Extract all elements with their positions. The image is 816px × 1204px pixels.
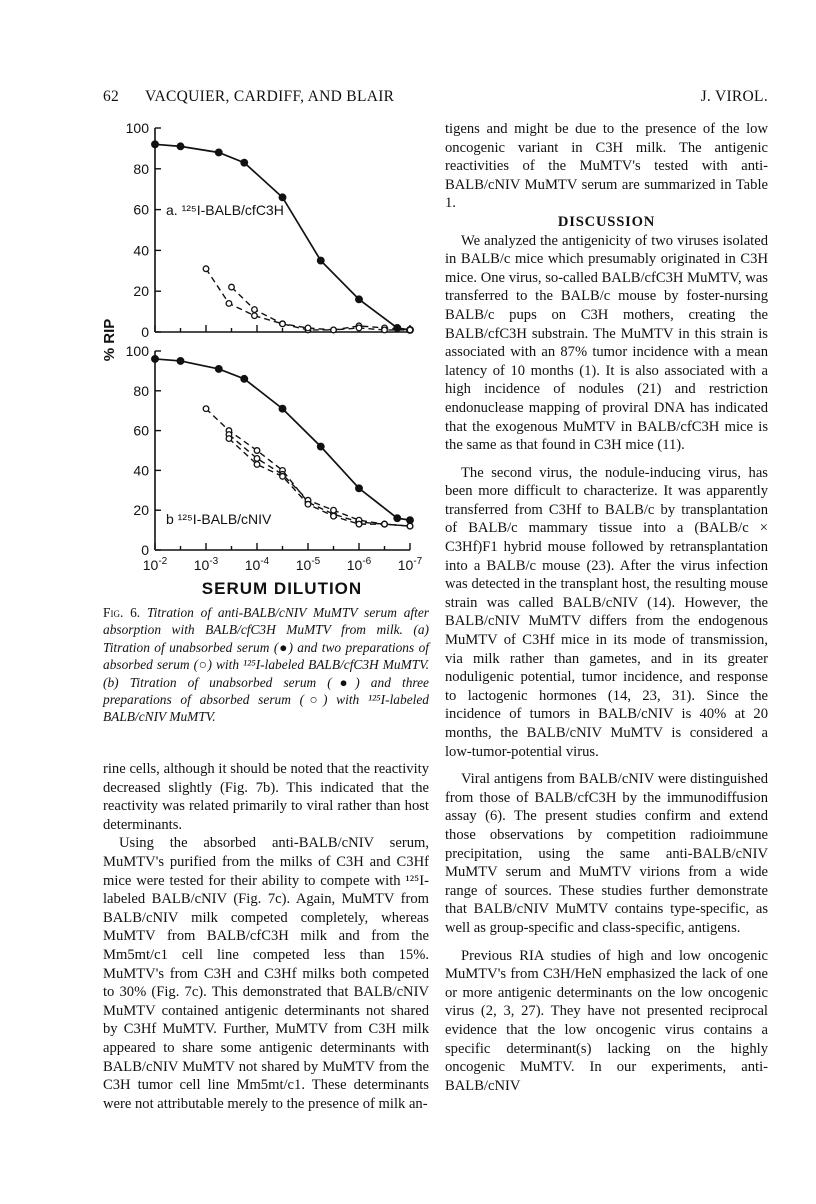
panel-label: a. ¹²⁵I-BALB/cfC3H	[166, 202, 284, 218]
data-point-open	[407, 327, 413, 333]
paragraph: Using the absorbed anti-BALB/cNIV serum, MuMTV's purified from the milks of C3H and C3Hf mice were tested for their ability to compete with ¹²⁵I-labeled BALB/cNIV (Fig. 7c). Again, MuMTV from BALB/cNIV milk competed completely, whereas MuMTV from BALB/cfC3H milk and from the Mm5mt/c1 cell line competed less than 15%. MuMTV's from C3H and C3Hf milks both competed to 30% (Fig. 7c). This demonstrated that BALB/cNIV MuMTV contained antigenic determinants not shared by C3Hf MuMTV. Further, MuMTV from C3H milk appeared to share some antigenic determinants with BALB/cNIV MuMTV not shared by MuMTV from the C3H tumor cell line Mm5mt/c1. These determinants were not attributable merely to the presence of milk an-	[103, 835, 429, 1112]
data-point-open	[203, 406, 209, 412]
data-point-filled	[177, 143, 184, 150]
page-number: 62	[103, 88, 120, 105]
figure-6	[100, 114, 430, 604]
data-point-open	[280, 321, 286, 327]
running-header	[103, 88, 768, 110]
data-point-open	[226, 301, 232, 307]
paragraph: We analyzed the antigenicity of two viruses isolated in BALB/c mice which presumably originated in C3H mice. One virus, so-called BALB/cfC3H MuMTV, was transferred to the BALB/c mouse by foster-nursing BALB/c pups on C3H mothers, creating the BALB/cfC3H substrain. The MuMTV in this strain is associated with an 87% tumor incidence with a mean latency of 10 months (1). It is also associated with a high incidence of nodules (21) and restriction endonuclease mapping of proviral DNA has indicated that the exogenous MuMTV in BALB/cfC3H mice is the same as that found in C3H mice (11).	[445, 232, 768, 454]
data-point-open	[331, 327, 337, 333]
data-point-filled	[317, 443, 324, 450]
paragraph: Previous RIA studies of high and low oncogenic MuMTV's from C3H/HeN emphasized the lack of one or more antigenic determinants on the low oncogenic virus (2, 3, 27). They have not presented reciprocal evidence that the low oncogenic virus contains a specific determinant(s) lacking on the highly oncogenic MuMTV. In our experiments, anti-BALB/cNIV	[445, 947, 768, 1094]
y-tick-label: 0	[141, 542, 149, 558]
data-point-open	[252, 313, 258, 319]
paragraph: tigens and might be due to the presence of the low oncogenic variant in C3H milk. The antigenic reactivities of the MuMTV's tested with anti-BALB/cNIV MuMTV serum are summarized in Table 1.	[445, 121, 768, 212]
y-tick-label: 40	[133, 462, 149, 479]
data-point-filled	[215, 149, 222, 156]
data-point-open	[331, 507, 337, 513]
data-point-filled	[279, 194, 286, 201]
y-tick-label: 100	[125, 120, 149, 136]
y-tick-label: 60	[133, 422, 149, 439]
y-tick-label: 0	[141, 324, 149, 340]
x-tick-label: $10^{-3}$	[193, 556, 219, 573]
data-point-open	[252, 307, 258, 313]
panel-label: b ¹²⁵I-BALB/cNIV	[166, 511, 272, 527]
data-point-open	[331, 513, 337, 519]
figure-caption	[103, 604, 429, 726]
journal-name: J. VIROL.	[700, 88, 768, 105]
data-point-open	[356, 325, 362, 331]
y-tick-label: 80	[133, 160, 149, 177]
data-point-filled	[215, 366, 222, 373]
data-point-filled	[152, 356, 159, 363]
data-point-filled	[407, 517, 414, 524]
y-tick-label: 20	[133, 502, 149, 519]
data-point-open	[407, 523, 413, 529]
absorbed-serum-line	[206, 409, 410, 526]
right-column	[445, 120, 768, 1095]
data-point-open	[382, 327, 388, 333]
y-tick-label: 40	[133, 242, 149, 259]
data-point-filled	[177, 358, 184, 365]
data-point-open	[280, 474, 286, 480]
data-point-open	[254, 462, 260, 468]
data-point-filled	[279, 405, 286, 412]
data-point-filled	[241, 376, 248, 383]
data-point-open	[305, 325, 311, 331]
unabsorbed-serum-line	[155, 359, 410, 520]
data-point-filled	[241, 159, 248, 166]
data-point-open	[226, 436, 232, 442]
data-point-filled	[356, 296, 363, 303]
y-axis-label: % RIP	[101, 318, 118, 362]
data-point-open	[203, 266, 209, 272]
left-column	[103, 760, 429, 1113]
paragraph: Viral antigens from BALB/cNIV were distinguished from those of BALB/cfC3H by the immunodiffusion assay (6). The present studies confirm and extend those observations by competition radioimmune precipitation, using the same anti-BALB/cNIV MuMTV serum and MuMTV virions from a wide range of sources. These studies further demonstrate that BALB/cNIV MuMTV contains type-specific, as well as group-specific and class-specific, antigens.	[445, 771, 768, 936]
data-point-filled	[356, 485, 363, 492]
y-tick-label: 60	[133, 201, 149, 218]
x-tick-label: $10^{-4}$	[244, 556, 270, 573]
data-point-open	[305, 501, 311, 507]
x-tick-label: $10^{-5}$	[295, 556, 321, 573]
absorbed-serum-line	[232, 287, 411, 330]
y-tick-label: 100	[125, 343, 149, 359]
data-point-open	[254, 456, 260, 462]
unabsorbed-serum-line	[155, 144, 410, 330]
data-point-filled	[152, 141, 159, 148]
x-tick-label: $10^{-6}$	[346, 556, 372, 573]
data-point-open	[356, 521, 362, 527]
y-tick-label: 20	[133, 283, 149, 300]
running-authors: VACQUIER, CARDIFF, AND BLAIR	[145, 88, 395, 105]
caption-label: Fig. 6.	[103, 605, 141, 620]
data-point-open	[229, 284, 235, 290]
absorbed-serum-line	[206, 269, 410, 330]
y-tick-label: 80	[133, 382, 149, 399]
x-tick-label: $10^{-2}$	[142, 556, 168, 573]
paragraph: The second virus, the nodule-inducing virus, has been more difficult to characterize. It was apparently transferred from C3Hf to BALB/c by transplantation of BALB/c mammary tissue into a (BALB/c × C3Hf)F1 hybrid mouse followed by retransplantation into a BALB/c mouse (23). After the virus infection was detected in the transplant host, the resulting mouse strain was called BALB/cNIV (14). However, the BALB/cNIV MuMTV differs from the endogenous MuMTV of C3Hf mice in its mode of transmission, via milk rather than gametes, and in its greater noduligenic potential, tumor incidence, and response to lactogenic hormones (14, 23, 31). Since the incidence of tumors in BALB/cNIV is 40% at 20 months, the BALB/cNIV MuMTV is considered a low-tumor-potential virus.	[445, 464, 768, 760]
data-point-open	[382, 521, 388, 527]
data-point-filled	[317, 257, 324, 264]
section-heading: DISCUSSION	[557, 213, 656, 230]
titration-chart	[100, 114, 430, 604]
paragraph: rine cells, although it should be noted that the reactivity decreased slightly (Fig. 7b). This indicated that the reactivity was related primarily to viral rather than host determinants.	[103, 761, 429, 833]
data-point-filled	[394, 515, 401, 522]
x-axis-label: SERUM DILUTION	[201, 579, 363, 598]
x-tick-label: $10^{-7}$	[397, 556, 423, 573]
caption-text: Titration of anti-BALB/cNIV MuMTV serum after absorption with BALB/cfC3H MuMTV from milk. (a) Titration of unabsorbed serum (●) and two preparations of absorbed serum (○) with ¹²⁵I-labeled BALB/cfC3H MuMTV. (b) Titration of unabsorbed serum (●) and three preparations of absorbed serum (○) with ¹²⁵I-labeled BALB/cNIV MuMTV.	[103, 605, 429, 725]
data-point-open	[254, 448, 260, 454]
